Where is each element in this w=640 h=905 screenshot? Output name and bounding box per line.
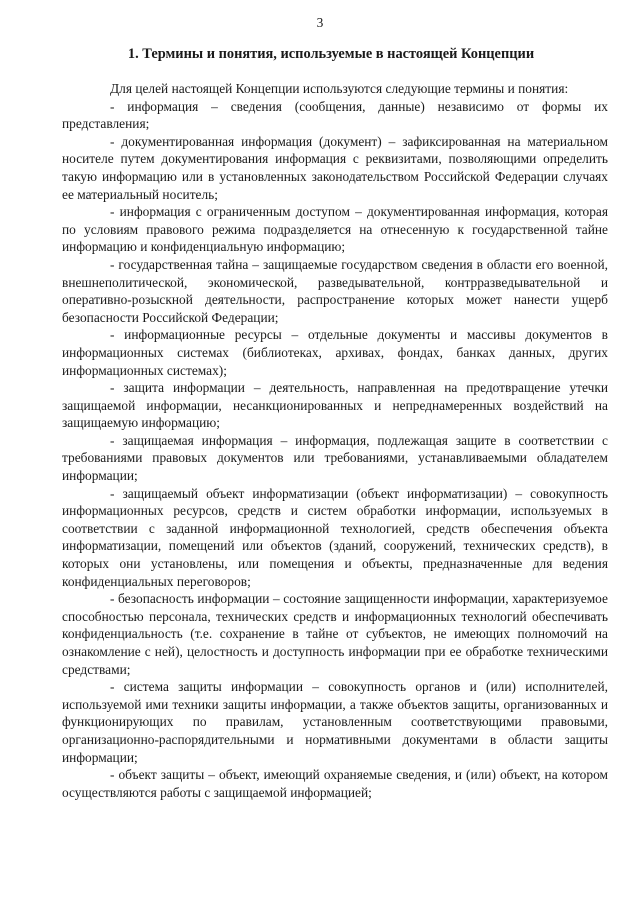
- term-item-documented-information: - документированная информация (документ) – зафиксированная на материальном носителе путем документирования информация с реквизитами, позволяющими определить такую информацию или в установленных законодательством Российской Федерации случаях ее материальный носитель;: [62, 133, 608, 202]
- section-heading: 1. Термины и понятия, используемые в настоящей Концепции: [127, 46, 535, 62]
- term-item-information: - информация – сведения (сообщения, данные) независимо от формы их представления;: [62, 98, 608, 132]
- term-item-informatization-object: - защищаемый объект информатизации (объект информатизации) – совокупность информационных ресурсов, средств и систем обработки информации, используемых в соответствии с заданной информационной технологией, средств обеспечения объекта информатизации, помещений или объектов (зданий, сооружений, технических средств), в которых они установлены, или помещения и объекты, предназначенные для ведения конфиденциальных переговоров;: [62, 485, 608, 589]
- term-item-information-resources: - информационные ресурсы – отдельные документы и массивы документов в информационных системах (библиотеках, архивах, фондах, банках данных, других информационных системах);: [62, 327, 608, 378]
- term-item-protected-information: - защищаемая информация – информация, подлежащая защите в соответствии с требованиями правовых документов или требованиями, устанавливаемыми обладателем информации;: [62, 432, 608, 484]
- page-number: 3: [316, 15, 324, 30]
- term-item-information-security: - безопасность информации – состояние защищенности информации, характеризуемое способностью персонала, технических средств и информационных технологий обеспечивать конфиденциальность (т.е. сохранение в тайне от субъектов, не имеющих полномочий на ознакомление с ней), целостность и доступность информации при ее обработке техническими средствами;: [62, 591, 608, 677]
- document-body: [62, 80, 608, 801]
- term-item-state-secret: - государственная тайна – защищаемые государством сведения в области его военной, внешнеполитической, экономической, разведывательной, контрразведывательной и оперативно-розыскной деятельности, распространение которых может нанести ущерб безопасности Российской Федерации;: [62, 256, 608, 325]
- intro-paragraph: Для целей настоящей Концепции используются следующие термины и понятия:: [110, 81, 569, 96]
- term-item-protection-object: - объект защиты – объект, имеющий охраняемые сведения, и (или) объект, на котором осуществляются работы с защищаемой информацией;: [62, 767, 608, 800]
- term-item-protection-system: - система защиты информации – совокупность органов и (или) исполнителей, используемой ими техники защиты информации, а также объектов защиты, организованных и функционирующих по правилам, установленным соответствующими правовыми, организационно-распорядительными и нормативными документами в области защиты информации;: [62, 679, 608, 765]
- term-item-restricted-information: - информация с ограниченным доступом – документированная информация, которая по условиям правового режима подразделяется на отнесенную к государственной тайне информацию и конфиденциальную информацию;: [62, 204, 608, 255]
- term-item-information-protection: - защита информации – деятельность, направленная на предотвращение утечки защищаемой информации, несанкционированных и непреднамеренных воздействий на защищаемую информацию;: [62, 380, 608, 431]
